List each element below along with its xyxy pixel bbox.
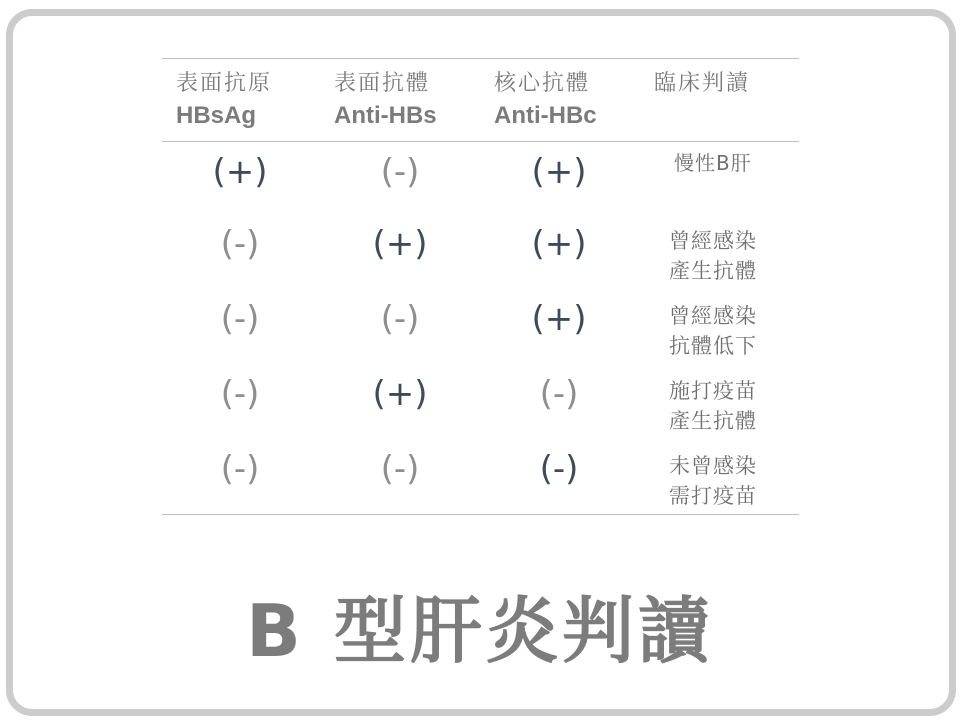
- anti-hbc-result: (-): [539, 449, 579, 489]
- anti-hbs-result: (-): [380, 449, 420, 489]
- table-row: [162, 439, 799, 514]
- hbsag-result: (+): [212, 152, 268, 192]
- interpretation-line: 產生抗體: [669, 259, 757, 283]
- interpretation-line: 需打疫苗: [669, 484, 757, 508]
- interpretation-line: 曾經感染: [669, 229, 757, 253]
- page-title: B 型肝炎判讀: [246, 589, 714, 673]
- interpretation-line: 產生抗體: [669, 409, 757, 433]
- anti-hbs-result: (-): [380, 299, 420, 339]
- hbsag-result: (-): [220, 449, 260, 489]
- header-anti-hbs-label: 表面抗體: [334, 71, 431, 96]
- table-header: [162, 59, 799, 142]
- interpretation-cell: [669, 301, 757, 361]
- interpretation-line: 慢性B肝: [674, 151, 752, 175]
- hbsag-result: (-): [220, 224, 260, 264]
- interpretation-line: 施打疫苗: [669, 379, 757, 403]
- header-hbsag-label: 表面抗原: [176, 71, 273, 96]
- anti-hbc-result: (-): [539, 374, 579, 414]
- interpretation-cell: [669, 376, 757, 436]
- header-anti-hbc: [494, 67, 597, 131]
- header-interpretation-label: 臨床判讀: [654, 71, 751, 96]
- interpretation-cell: [669, 226, 757, 286]
- table-row: [162, 142, 799, 214]
- header-interpretation: [654, 67, 750, 101]
- header-anti-hbs: [334, 67, 437, 131]
- header-anti-hbc-code: Anti-HBc: [494, 102, 597, 129]
- header-anti-hbc-label: 核心抗體: [494, 71, 591, 96]
- anti-hbc-result: (+): [531, 299, 587, 339]
- interpretation-line: 抗體低下: [669, 334, 757, 358]
- table-row: [162, 364, 799, 439]
- header-hbsag-code: HBsAg: [176, 102, 257, 129]
- header-hbsag: [176, 67, 272, 131]
- anti-hbc-result: (+): [531, 224, 587, 264]
- interpretation-line: 曾經感染: [669, 304, 757, 328]
- table-row: [162, 214, 799, 289]
- anti-hbc-result: (+): [531, 152, 587, 192]
- hbsag-result: (-): [220, 374, 260, 414]
- interpretation-cell: [674, 148, 752, 178]
- interpretation-line: 未曾感染: [669, 454, 757, 478]
- header-anti-hbs-code: Anti-HBs: [334, 102, 437, 129]
- table-row: [162, 289, 799, 364]
- interpretation-cell: [669, 451, 757, 511]
- interpretation-table: [162, 58, 799, 515]
- anti-hbs-result: (+): [372, 374, 428, 414]
- anti-hbs-result: (+): [372, 224, 428, 264]
- hbsag-result: (-): [220, 299, 260, 339]
- anti-hbs-result: (-): [380, 152, 420, 192]
